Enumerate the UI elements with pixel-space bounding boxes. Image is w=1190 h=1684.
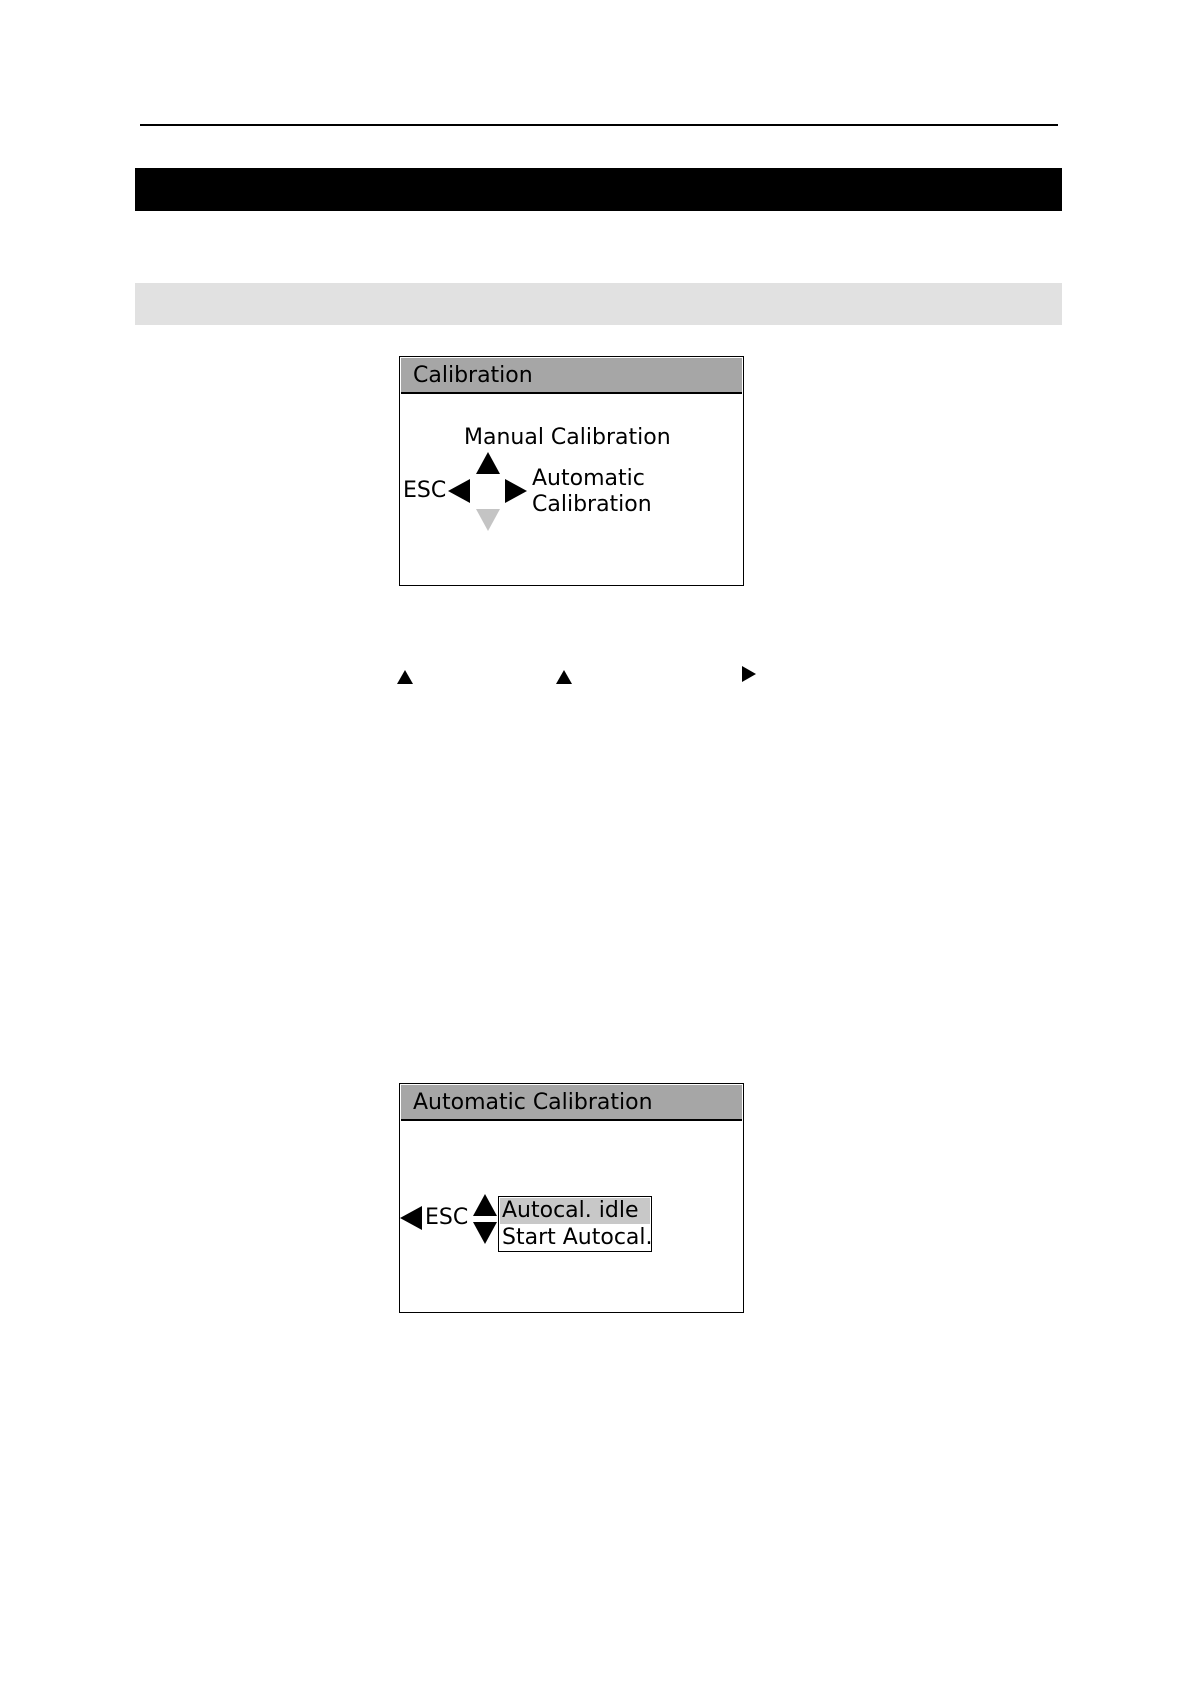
automatic-calibration-screen: [399, 1083, 744, 1313]
up-arrow-icon: [397, 670, 413, 684]
up-arrow-icon: [556, 670, 572, 684]
automatic-label-line2[interactable]: Calibration: [532, 492, 652, 517]
autocal-options-list: [498, 1196, 652, 1252]
right-arrow-icon: [742, 666, 756, 682]
section-header-bar: [135, 168, 1062, 211]
right-arrow-icon[interactable]: [505, 479, 527, 503]
down-arrow-icon: [476, 509, 500, 531]
esc-label[interactable]: ESC: [425, 1205, 469, 1230]
calibration-screen-title: Calibration: [401, 358, 742, 394]
list-item[interactable]: Autocal. idle: [500, 1198, 650, 1224]
up-arrow-icon[interactable]: [473, 1194, 497, 1216]
automatic-label-line1[interactable]: Automatic: [532, 466, 645, 491]
calibration-screen: [399, 356, 744, 586]
header-rule: [140, 124, 1058, 126]
down-arrow-icon[interactable]: [473, 1222, 497, 1244]
left-arrow-icon[interactable]: [400, 1206, 422, 1230]
list-item[interactable]: Start Autocal.: [502, 1225, 653, 1250]
left-arrow-icon[interactable]: [448, 479, 470, 503]
manual-calibration-label[interactable]: Manual Calibration: [464, 425, 671, 450]
subsection-header-bar: [135, 283, 1062, 325]
automatic-calibration-screen-title: Automatic Calibration: [401, 1085, 742, 1121]
esc-label[interactable]: ESC: [403, 478, 447, 503]
up-arrow-icon[interactable]: [476, 452, 500, 474]
